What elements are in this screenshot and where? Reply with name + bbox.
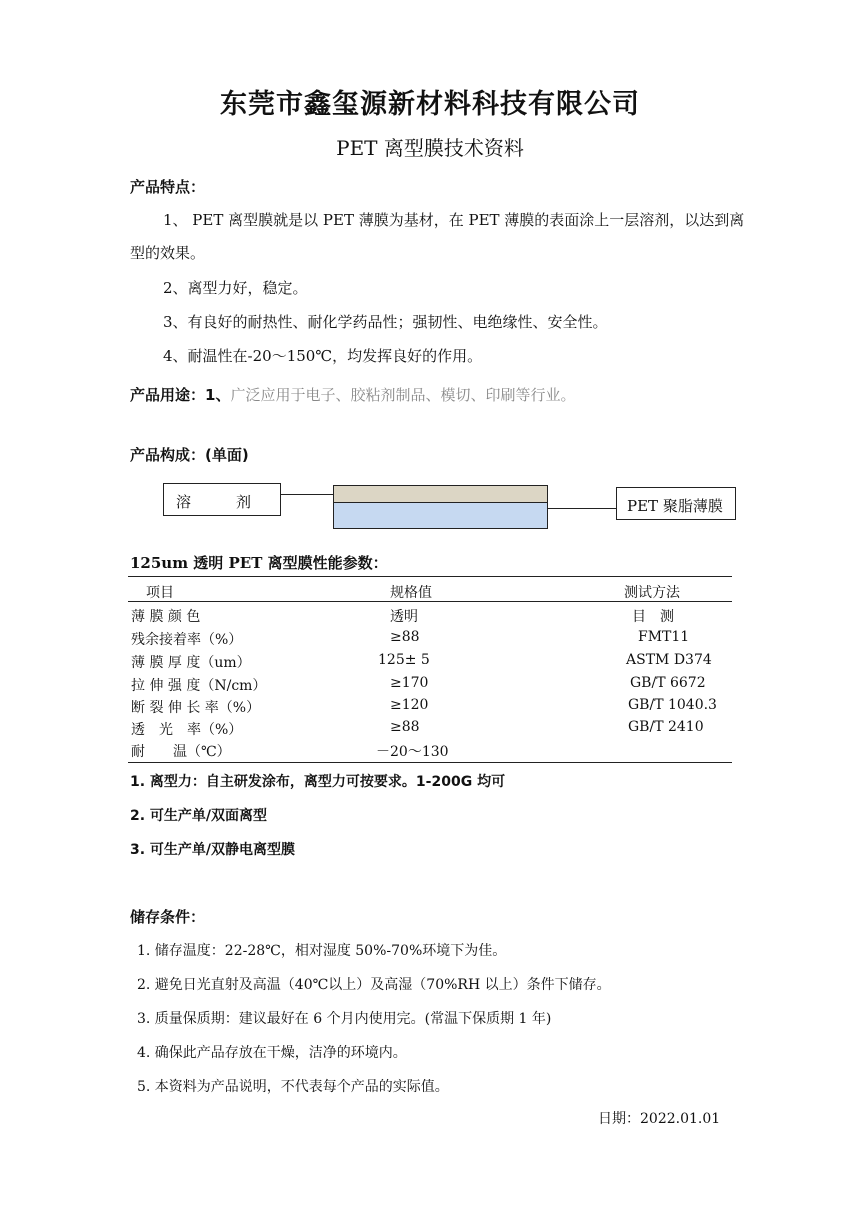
note-1: 1. 离型力：自主研发涂布，离型力可按要求。1-200G 均可: [130, 774, 506, 790]
row-item: 耐 温（℃）: [131, 744, 231, 760]
note-2: 2. 可生产单/双面离型: [130, 808, 268, 824]
row-item: 残余接着率（%）: [131, 632, 243, 648]
table-header-rule: [128, 601, 732, 602]
row-value: ≥88: [390, 719, 420, 735]
row-value: 125± 5: [378, 652, 430, 668]
pet-label-box: [616, 487, 736, 520]
pet-film-layer: [333, 502, 548, 529]
row-value: ≥170: [390, 675, 429, 691]
feature-item-3: 3、有良好的耐热性、耐化学药品性；强韧性、电绝缘性、安全性。: [163, 313, 608, 331]
feature-item-2: 2、离型力好，稳定。: [163, 279, 308, 297]
solvent-connector-line: [281, 494, 333, 495]
usage-text: 广泛应用于电子、胶粘剂制品、模切、印刷等行业。: [230, 386, 576, 404]
document-title: PET 离型膜技术资料: [336, 136, 524, 160]
row-item: 薄 膜 颜 色: [131, 609, 201, 625]
usage-label: 产品用途：1、: [130, 386, 231, 404]
table-header-method: 测试方法: [624, 585, 680, 601]
spec-heading: 125um 透明 PET 离型膜性能参数：: [130, 554, 388, 572]
pet-connector-line: [548, 508, 616, 509]
usage-line: [130, 384, 575, 405]
row-item: 透 光 率（%）: [131, 722, 243, 738]
row-method: GB/T 2410: [628, 719, 704, 735]
storage-item-3: 3. 质量保质期：建议最好在 6 个月内使用完。(常温下保质期 1 年): [137, 1011, 552, 1027]
row-method: 目 测: [632, 609, 674, 625]
note-3: 3. 可生产单/双静电离型膜: [130, 842, 296, 858]
structure-heading: 产品构成：(单面): [130, 446, 249, 464]
row-value: ≥120: [390, 697, 429, 713]
storage-item-4: 4. 确保此产品存放在干燥，洁净的环境内。: [137, 1045, 407, 1061]
row-value: －20～130: [376, 744, 449, 760]
table-top-rule: [128, 576, 732, 577]
table-header-item: 项目: [146, 585, 174, 601]
table-header-value: 规格值: [390, 585, 432, 601]
row-item: 拉 伸 强 度（N/cm）: [131, 678, 267, 694]
row-method: ASTM D374: [626, 652, 712, 668]
pet-label: PET 聚脂薄膜: [627, 497, 723, 515]
row-method: FMT11: [638, 629, 690, 645]
feature-item-4: 4、耐温性在-20～150℃，均发挥良好的作用。: [163, 347, 483, 365]
features-heading: 产品特点：: [130, 178, 206, 196]
storage-item-1: 1. 储存温度：22-28℃，相对湿度 50%-70%环境下为佳。: [137, 943, 507, 959]
storage-heading: 储存条件：: [130, 908, 206, 926]
row-value: 透明: [390, 609, 418, 625]
row-method: GB/T 6672: [630, 675, 706, 691]
solvent-label: 溶 剂: [176, 493, 252, 511]
table-bottom-rule: [128, 762, 732, 763]
release-coating-layer: [333, 485, 548, 503]
row-item: 断 裂 伸 长 率（%）: [131, 700, 261, 716]
row-value: ≥88: [390, 629, 420, 645]
feature-item-1-line-2: 型的效果。: [130, 244, 206, 262]
document-date: 日期：2022.01.01: [598, 1111, 721, 1127]
solvent-label-box: [163, 483, 281, 516]
row-method: GB/T 1040.3: [628, 697, 717, 713]
company-name: 东莞市鑫玺源新材料科技有限公司: [220, 89, 640, 120]
feature-item-1-line-1: 1、 PET 离型膜就是以 PET 薄膜为基材，在 PET 薄膜的表面涂上一层溶剂，以达到离: [163, 211, 745, 229]
storage-item-2: 2. 避免日光直射及高温（40℃以上）及高湿（70%RH 以上）条件下储存。: [137, 977, 611, 993]
storage-item-5: 5. 本资料为产品说明，不代表每个产品的实际值。: [137, 1079, 449, 1095]
row-item: 薄 膜 厚 度（um）: [131, 655, 251, 671]
